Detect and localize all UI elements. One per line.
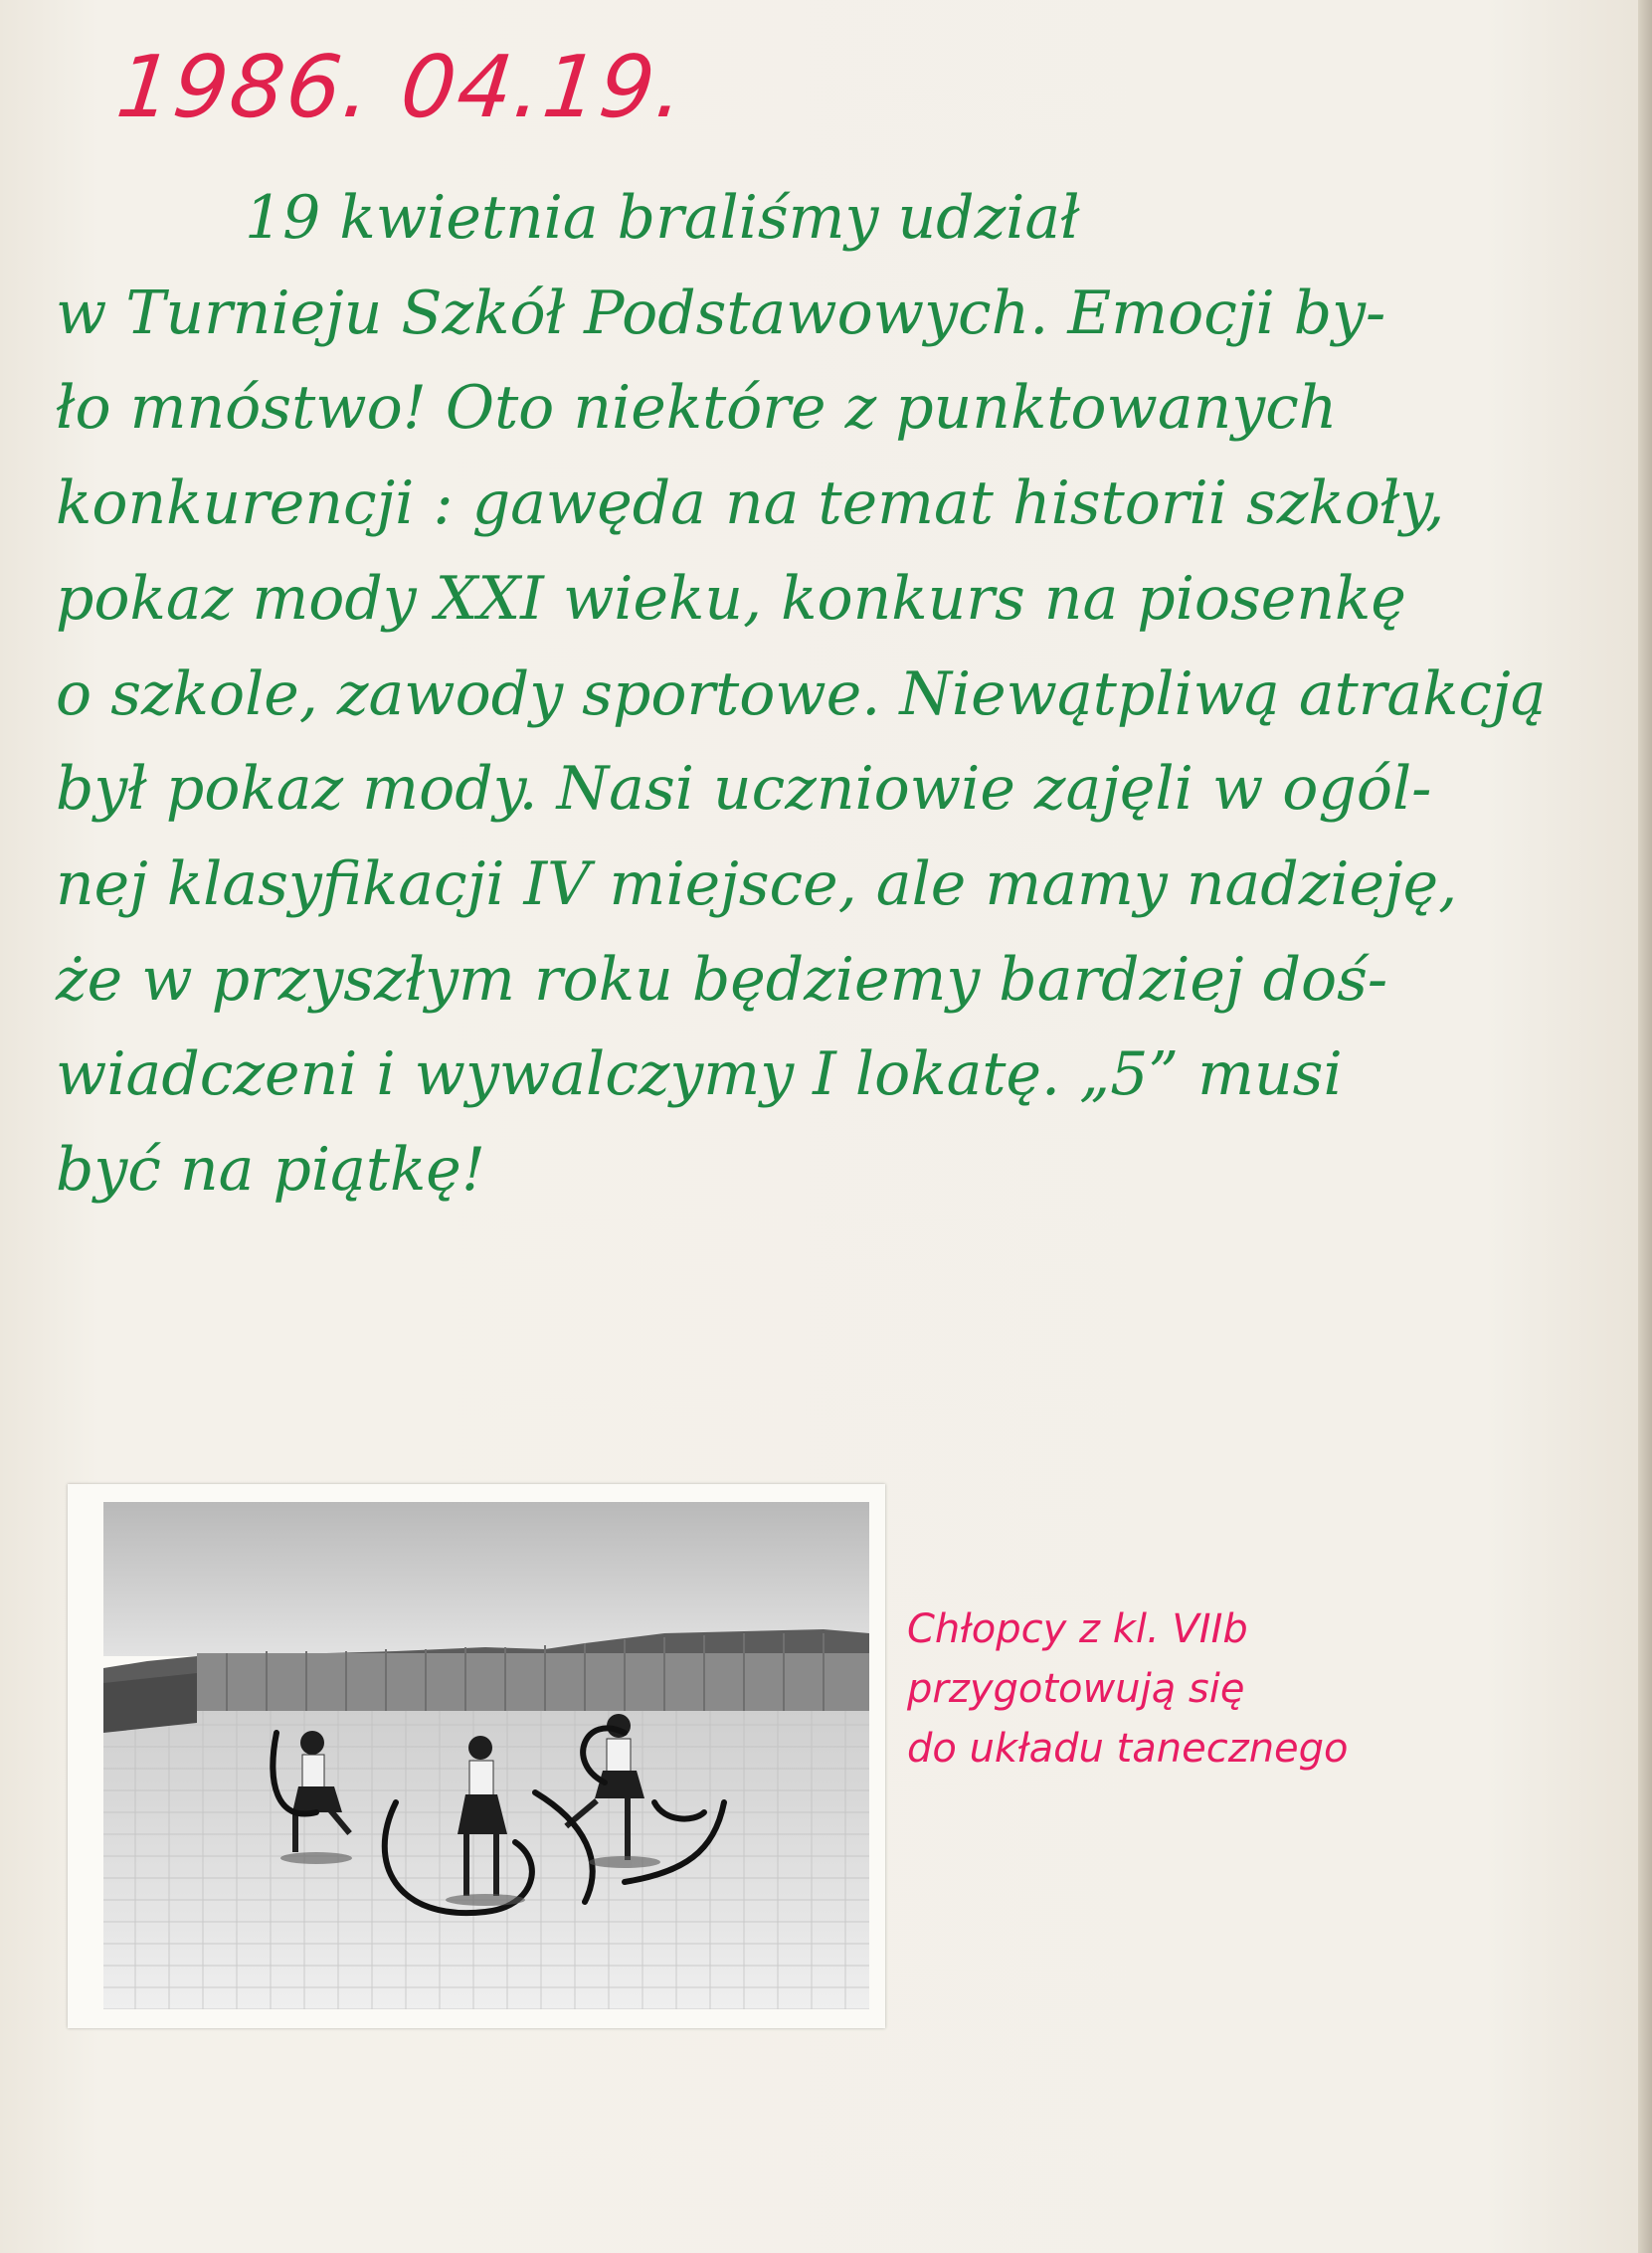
photo-image	[68, 1484, 885, 2028]
entry-line: konkurencji : gawęda na temat historii szkoły,	[56, 469, 1445, 539]
entry-line: był pokaz mody. Nasi uczniowie zajęli w ogól-	[56, 754, 1432, 825]
entry-line: o szkole, zawody sportowe. Niewątpliwą atrakcją	[56, 658, 1547, 729]
entry-line: nej klasyfikacji IV miejsce, ale mamy nadzieję,	[56, 848, 1458, 919]
photo-caption	[907, 1599, 1349, 1779]
entry-line: wiadczeni i wywalczymy I lokatę. „5” musi	[56, 1039, 1343, 1110]
entry-line: być na piątkę!	[56, 1135, 485, 1206]
entry-line: ło mnóstwo! Oto niektóre z punktowanych	[56, 373, 1338, 444]
entry-line: pokaz mody XXI wieku, konkurs na piosenkę	[56, 563, 1406, 634]
caption-line: Chłopcy z kl. VIIb	[907, 1606, 1248, 1652]
entry-date: 1986. 04.19.	[111, 38, 691, 137]
caption-line: do układu tanecznego	[907, 1726, 1349, 1772]
pasted-photo	[68, 1484, 885, 2028]
caption-line: przygotowują się	[907, 1666, 1245, 1712]
entry-line: 19 kwietnia braliśmy udział	[245, 183, 1080, 253]
page-edge	[1638, 0, 1652, 2253]
entry-line: że w przyszłym roku będziemy bardziej doś-	[56, 944, 1388, 1015]
entry-line: w Turnieju Szkół Podstawowych. Emocji by-	[56, 278, 1386, 348]
handwritten-entry	[56, 171, 1607, 1219]
